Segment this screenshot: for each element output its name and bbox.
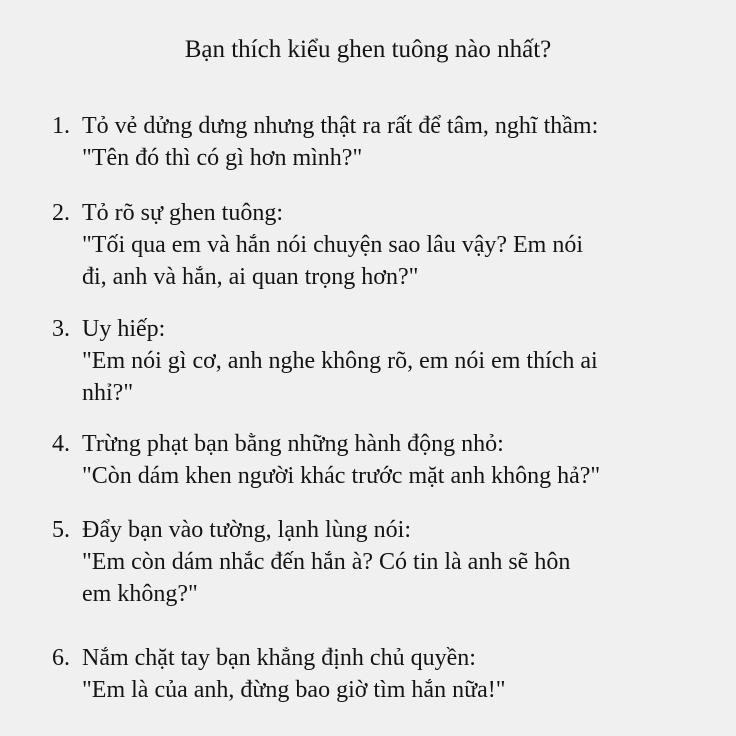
- item-number: 1.: [52, 113, 70, 139]
- list-item: [52, 197, 732, 293]
- item-heading: Trừng phạt bạn bằng những hành động nhỏ:: [82, 431, 504, 457]
- page-title: Bạn thích kiểu ghen tuông nào nhất?: [184, 36, 552, 63]
- item-number: 5.: [52, 517, 70, 543]
- item-quote-line: "Em nói gì cơ, anh nghe không rõ, em nói em thích ai: [82, 348, 598, 374]
- item-heading: Tỏ rõ sự ghen tuông:: [82, 200, 283, 226]
- list-item: [52, 313, 732, 409]
- list-item: [52, 110, 732, 174]
- item-number: 6.: [52, 645, 70, 671]
- item-quote-line: "Còn dám khen người khác trước mặt anh không hả?": [82, 463, 601, 489]
- item-quote-line: đi, anh và hắn, ai quan trọng hơn?": [82, 264, 419, 290]
- item-number: 3.: [52, 316, 70, 342]
- item-number: 2.: [52, 200, 70, 226]
- item-heading-line: [52, 428, 732, 460]
- item-quote-line: "Tên đó thì có gì hơn mình?": [82, 145, 363, 171]
- item-quote-line: "Em là của anh, đừng bao giờ tìm hắn nữa!": [82, 677, 506, 703]
- item-heading-line: [52, 110, 732, 142]
- list-item: [52, 428, 732, 492]
- item-quote-line: em không?": [82, 581, 198, 607]
- item-heading: Tỏ vẻ dửng dưng nhưng thật ra rất để tâm, nghĩ thầm:: [82, 113, 599, 139]
- item-quote-line: "Em còn dám nhắc đến hắn à? Có tin là anh sẽ hôn: [82, 549, 571, 575]
- item-quote-line: nhỉ?": [82, 380, 134, 406]
- item-heading-line: [52, 642, 732, 674]
- list-item: [52, 514, 732, 610]
- item-number: 4.: [52, 431, 70, 457]
- item-heading: Nắm chặt tay bạn khẳng định chủ quyền:: [82, 645, 476, 671]
- item-heading: Đẩy bạn vào tường, lạnh lùng nói:: [82, 517, 411, 543]
- list-item: [52, 642, 732, 706]
- item-heading-line: [52, 197, 732, 229]
- item-heading-line: [52, 313, 732, 345]
- item-quote-line: "Tối qua em và hắn nói chuyện sao lâu vậy? Em nói: [82, 232, 583, 258]
- item-heading-line: [52, 514, 732, 546]
- item-heading: Uy hiếp:: [82, 316, 166, 342]
